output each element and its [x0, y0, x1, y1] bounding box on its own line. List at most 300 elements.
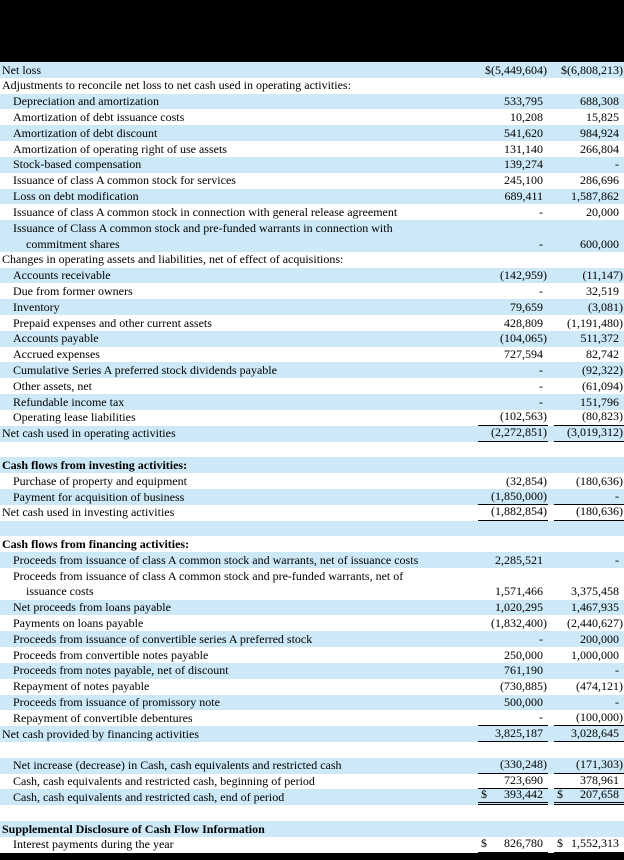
amount: -	[615, 157, 619, 172]
row-label-text: Repayment of notes payable	[13, 679, 150, 694]
row-label	[0, 774, 478, 789]
row-label	[0, 790, 478, 805]
spacer-row	[0, 442, 624, 458]
value-c2	[554, 552, 624, 568]
value-c1	[478, 647, 548, 663]
amount: 266,804	[580, 141, 619, 156]
amount: (11,147)	[582, 268, 623, 283]
amount: 393,442	[504, 786, 543, 801]
table-row	[0, 394, 624, 410]
amount: (102,563)	[500, 409, 547, 424]
amount: (3,019,312)	[567, 425, 623, 440]
row-label	[0, 268, 478, 283]
section-header-row	[0, 457, 624, 473]
value-c1	[478, 457, 548, 473]
amount: (330,248)	[500, 757, 547, 772]
value-c1	[478, 410, 548, 426]
row-label	[0, 458, 478, 473]
value-c2	[554, 109, 624, 125]
value-c2	[554, 742, 624, 758]
value-c2	[554, 378, 624, 394]
value-c1	[478, 821, 548, 837]
table-row	[0, 505, 624, 521]
value-c2	[554, 252, 624, 268]
row-label-text: Issuance of class A common stock in connection with general release agreement	[13, 204, 398, 219]
row-label	[0, 157, 478, 172]
table-row	[0, 837, 624, 853]
value-c1	[478, 94, 548, 110]
amount: 3,825,187	[495, 725, 543, 740]
value-c1	[478, 758, 548, 774]
row-label	[0, 173, 478, 188]
row-label-text: Supplemental Disclosure of Cash Flow Information	[2, 821, 265, 836]
row-label	[0, 648, 478, 663]
table-row	[0, 647, 624, 663]
amount: -	[539, 631, 543, 646]
row-label-text: Payment for acquisition of business	[13, 489, 185, 504]
table-row	[0, 94, 624, 110]
table-row	[0, 252, 624, 268]
row-label	[0, 63, 478, 78]
row-label	[0, 110, 478, 125]
value-c1	[478, 552, 548, 568]
row-label-text: Operating lease liabilities	[13, 410, 136, 425]
table-row	[0, 141, 624, 157]
amount: 250,000	[504, 647, 543, 662]
row-label	[0, 758, 478, 773]
spacer-row	[0, 521, 624, 537]
row-label	[0, 189, 478, 204]
amount: 541,620	[504, 125, 543, 140]
table-row	[0, 78, 624, 94]
row-label	[0, 363, 478, 378]
value-c2	[554, 663, 624, 679]
table-row	[0, 695, 624, 711]
amount: (92,322)	[582, 363, 623, 378]
value-c1	[478, 505, 548, 521]
value-c1	[478, 315, 548, 331]
table-row	[0, 758, 624, 774]
row-label	[0, 284, 478, 299]
row-label	[0, 331, 478, 346]
row-label	[0, 711, 478, 726]
spacer-row	[0, 742, 624, 758]
row-label	[0, 537, 478, 552]
value-c2	[554, 157, 624, 173]
amount: -	[615, 663, 619, 678]
value-c1	[478, 204, 548, 220]
value-c1	[478, 378, 548, 394]
table-row	[0, 600, 624, 616]
value-c2	[554, 710, 624, 726]
table-row	[0, 631, 624, 647]
table-row	[0, 125, 624, 141]
row-label-text: Amortization of operating right of use assets	[13, 141, 227, 156]
value-c1	[478, 426, 548, 442]
amount: -	[539, 378, 543, 393]
row-label-text: Proceeds from issuance of promissory note	[13, 695, 220, 710]
row-label-text: Accounts payable	[13, 331, 99, 346]
row-label	[0, 822, 478, 837]
section-header-row	[0, 536, 624, 552]
amount: 2,285,521	[495, 552, 543, 567]
value-c1	[478, 695, 548, 711]
row-label-text: Payments on loans payable	[13, 616, 144, 631]
value-c1	[478, 236, 548, 252]
table-row	[0, 426, 624, 442]
value-c2	[554, 457, 624, 473]
value-c1	[478, 805, 548, 821]
table-row	[0, 315, 624, 331]
value-c2	[554, 786, 624, 805]
row-label-text: Refundable income tax	[13, 394, 125, 409]
value-c2	[554, 615, 624, 631]
value-c1	[478, 125, 548, 141]
amount: 826,780	[504, 836, 543, 851]
row-label-text: Purchase of property and equipment	[13, 473, 187, 488]
table-row	[0, 347, 624, 363]
row-label-wrap-text: issuance costs	[26, 584, 94, 599]
row-label-text: Cash, cash equivalents and restricted cash, end of period	[13, 789, 285, 804]
value-c1	[478, 600, 548, 616]
amount: 32,519	[586, 283, 619, 298]
amount: (1,882,854)	[491, 504, 547, 519]
amount: (104,065)	[500, 331, 547, 346]
amount: -	[539, 204, 543, 219]
amount: 689,411	[504, 189, 543, 204]
row-label-text: Accounts receivable	[13, 268, 111, 283]
amount: 15,825	[586, 110, 619, 125]
amount: 600,000	[580, 236, 619, 251]
value-c1	[478, 663, 548, 679]
value-c1	[478, 489, 548, 505]
value-c2	[554, 805, 624, 821]
value-c1	[478, 786, 548, 805]
table-row	[0, 173, 624, 189]
redaction-bar-bottom	[0, 853, 624, 860]
row-label	[0, 505, 478, 520]
row-label	[0, 347, 478, 362]
row-label-text: Depreciation and amortization	[13, 94, 159, 109]
amount: 1,571,466	[495, 584, 543, 599]
amount: (1,832,400)	[491, 616, 547, 631]
table-row	[0, 220, 624, 252]
row-label	[0, 490, 478, 505]
row-label	[0, 395, 478, 410]
amount: -	[539, 363, 543, 378]
row-label	[0, 379, 478, 394]
value-c2	[554, 473, 624, 489]
amount: -	[539, 394, 543, 409]
value-c2	[554, 204, 624, 220]
amount: (100,000)	[576, 709, 623, 724]
table-row	[0, 615, 624, 631]
dollar-sign: $	[481, 836, 487, 851]
row-label	[0, 600, 478, 615]
row-label	[0, 837, 478, 852]
amount: -	[539, 709, 543, 724]
amount: 3,028,645	[571, 725, 619, 740]
row-label-text: Changes in operating assets and liabilities, net of effect of acquisitions:	[2, 252, 344, 267]
amount: 245,100	[504, 173, 543, 188]
row-label-text: Net cash provided by financing activities	[2, 726, 199, 741]
value-c2	[554, 679, 624, 695]
value-c2	[554, 584, 624, 600]
amount: 79,659	[510, 299, 543, 314]
value-c2	[554, 141, 624, 157]
value-c1	[478, 62, 548, 78]
value-c2	[554, 426, 624, 442]
amount: (1,191,480)	[567, 315, 623, 330]
value-c1	[478, 679, 548, 695]
value-c1	[478, 837, 548, 853]
amount: 20,000	[586, 204, 619, 219]
value-c2	[554, 521, 624, 537]
value-c2	[554, 189, 624, 205]
amount: 727,594	[504, 347, 543, 362]
amount: -	[615, 488, 619, 503]
row-label	[0, 569, 478, 599]
row-label-text: Net cash used in operating activities	[2, 426, 176, 441]
value-c2	[554, 631, 624, 647]
value-c2	[554, 695, 624, 711]
value-c2	[554, 726, 624, 742]
value-c2	[554, 821, 624, 837]
amount: (730,885)	[500, 679, 547, 694]
row-label-text: Amortization of debt issuance costs	[13, 110, 185, 125]
row-label	[0, 695, 478, 710]
amount: (180,636)	[576, 504, 623, 519]
value-c1	[478, 173, 548, 189]
table-row	[0, 268, 624, 284]
row-label-text: Inventory	[13, 299, 60, 314]
value-c1	[478, 252, 548, 268]
amount: 3,375,458	[571, 584, 619, 599]
amount: 428,809	[504, 315, 543, 330]
row-label-text: Proceeds from issuance of class A common stock and pre-funded warrants, net of	[13, 569, 404, 584]
amount: (1,850,000)	[491, 488, 547, 503]
amount: 200,000	[580, 631, 619, 646]
amount: 1,467,935	[571, 600, 619, 615]
table-row	[0, 726, 624, 742]
value-c2	[554, 394, 624, 410]
table-row	[0, 189, 624, 205]
row-label-text: Stock-based compensation	[13, 157, 142, 172]
cash-flow-table	[0, 62, 624, 853]
amount: 511,372	[580, 331, 619, 346]
value-c1	[478, 473, 548, 489]
value-c2	[554, 268, 624, 284]
value-c2	[554, 536, 624, 552]
table-row	[0, 786, 624, 805]
amount: 1,020,295	[495, 600, 543, 615]
amount: (2,272,851)	[491, 425, 547, 440]
table-row	[0, 299, 624, 315]
amount: (61,094)	[582, 378, 623, 393]
row-label-text: Due from former owners	[13, 283, 133, 298]
amount: 1,587,862	[571, 189, 619, 204]
table-row	[0, 378, 624, 394]
amount: -	[615, 552, 619, 567]
amount: (3,081)	[588, 299, 623, 314]
table-row	[0, 710, 624, 726]
row-label-text: Loss on debt modification	[13, 189, 139, 204]
value-c1	[478, 710, 548, 726]
value-c1	[478, 299, 548, 315]
value-c2	[554, 505, 624, 521]
row-label	[0, 426, 478, 441]
value-c1	[478, 157, 548, 173]
value-c1	[478, 268, 548, 284]
amount: -	[539, 236, 543, 251]
table-row	[0, 157, 624, 173]
table-row	[0, 410, 624, 426]
table-row	[0, 663, 624, 679]
row-label	[0, 410, 478, 425]
amount: 688,308	[580, 94, 619, 109]
table-row	[0, 331, 624, 347]
row-label	[0, 94, 478, 109]
value-c1	[478, 189, 548, 205]
value-c2	[554, 94, 624, 110]
row-label-text: Repayment of convertible debentures	[13, 710, 193, 725]
amount: 761,190	[504, 663, 543, 678]
value-c2	[554, 315, 624, 331]
row-label-wrap-text: commitment shares	[26, 236, 120, 251]
row-label	[0, 632, 478, 647]
amount: $(6,808,213)	[561, 62, 623, 77]
value-c2	[554, 647, 624, 663]
value-c1	[478, 347, 548, 363]
row-label-text: Proceeds from convertible notes payable	[13, 647, 209, 662]
row-label-text: Cash flows from financing activities:	[2, 536, 190, 551]
amount: -	[539, 283, 543, 298]
row-label-text: Accrued expenses	[13, 347, 100, 362]
value-c1	[478, 78, 548, 94]
table-row	[0, 552, 624, 568]
value-c2	[554, 362, 624, 378]
row-label-text: Net cash used in investing activities	[2, 505, 175, 520]
value-c2	[554, 62, 624, 78]
dollar-sign: $	[557, 836, 563, 851]
amount: (180,636)	[576, 473, 623, 488]
row-label-text: Amortization of debt discount	[13, 125, 158, 140]
value-c1	[478, 109, 548, 125]
amount: (142,959)	[500, 268, 547, 283]
row-label-text: Proceeds from issuance of class A common stock and warrants, net of issuance costs	[13, 552, 419, 567]
value-c1	[478, 141, 548, 157]
dollar-sign: $	[481, 786, 487, 801]
amount: 207,658	[580, 786, 619, 801]
amount: -	[615, 695, 619, 710]
value-c2	[554, 236, 624, 252]
row-label-text: Prepaid expenses and other current assets	[13, 315, 212, 330]
value-c2	[554, 410, 624, 426]
value-c1	[478, 521, 548, 537]
value-c1	[478, 362, 548, 378]
value-c2	[554, 283, 624, 299]
row-label	[0, 663, 478, 678]
value-c1	[478, 331, 548, 347]
value-c2	[554, 125, 624, 141]
value-c1	[478, 584, 548, 600]
amount: 984,924	[580, 125, 619, 140]
amount: 1,552,313	[571, 836, 619, 851]
amount: (32,854)	[506, 473, 547, 488]
value-c1	[478, 742, 548, 758]
row-label-text: Other assets, net	[13, 378, 92, 393]
row-label-text: Cumulative Series A preferred stock dividends payable	[13, 363, 277, 378]
table-row	[0, 109, 624, 125]
row-label-text: Adjustments to reconcile net loss to net cash used in operating activities:	[2, 78, 351, 93]
table-row	[0, 283, 624, 299]
amount: 378,961	[580, 773, 619, 788]
row-label-text: Interest payments during the year	[13, 837, 174, 852]
value-c2	[554, 331, 624, 347]
row-label	[0, 300, 478, 315]
amount: (474,121)	[576, 679, 623, 694]
row-label	[0, 316, 478, 331]
row-label	[0, 221, 478, 251]
row-label	[0, 142, 478, 157]
table-row	[0, 489, 624, 505]
amount: 131,140	[504, 141, 543, 156]
row-label	[0, 679, 478, 694]
value-c1	[478, 536, 548, 552]
row-label	[0, 727, 478, 742]
table-row	[0, 473, 624, 489]
row-label	[0, 205, 478, 220]
table-row	[0, 204, 624, 220]
value-c2	[554, 347, 624, 363]
value-c2	[554, 600, 624, 616]
row-label	[0, 616, 478, 631]
amount: 286,696	[580, 173, 619, 188]
amount: (2,440,627)	[567, 616, 623, 631]
amount: 10,208	[510, 110, 543, 125]
row-label-text: Net loss	[2, 62, 41, 77]
row-label	[0, 553, 478, 568]
row-label-text: Cash flows from investing activities:	[2, 457, 188, 472]
value-c2	[554, 78, 624, 94]
section-header-row	[0, 821, 624, 837]
amount: $(5,449,604)	[485, 62, 547, 77]
value-c2	[554, 299, 624, 315]
value-c2	[554, 489, 624, 505]
row-label-text: Issuance of class A common stock for services	[13, 173, 236, 188]
redaction-bar-top	[0, 0, 624, 62]
row-label	[0, 252, 478, 267]
row-label	[0, 126, 478, 141]
amount: 533,795	[504, 94, 543, 109]
table-row	[0, 62, 624, 78]
row-label-text: Net proceeds from loans payable	[13, 600, 171, 615]
amount: 723,690	[504, 773, 543, 788]
amount: 151,796	[580, 394, 619, 409]
value-c1	[478, 394, 548, 410]
dollar-sign: $	[557, 786, 563, 801]
value-c2	[554, 442, 624, 458]
row-label-text: Proceeds from issuance of convertible series A preferred stock	[13, 631, 313, 646]
row-label-text: Issuance of Class A common stock and pre-funded warrants in connection with	[13, 221, 393, 236]
value-c2	[554, 173, 624, 189]
table-row	[0, 362, 624, 378]
amount: 82,742	[586, 347, 619, 362]
value-c2	[554, 837, 624, 853]
amount: (80,823)	[582, 409, 623, 424]
row-label	[0, 474, 478, 489]
row-label	[0, 78, 478, 93]
